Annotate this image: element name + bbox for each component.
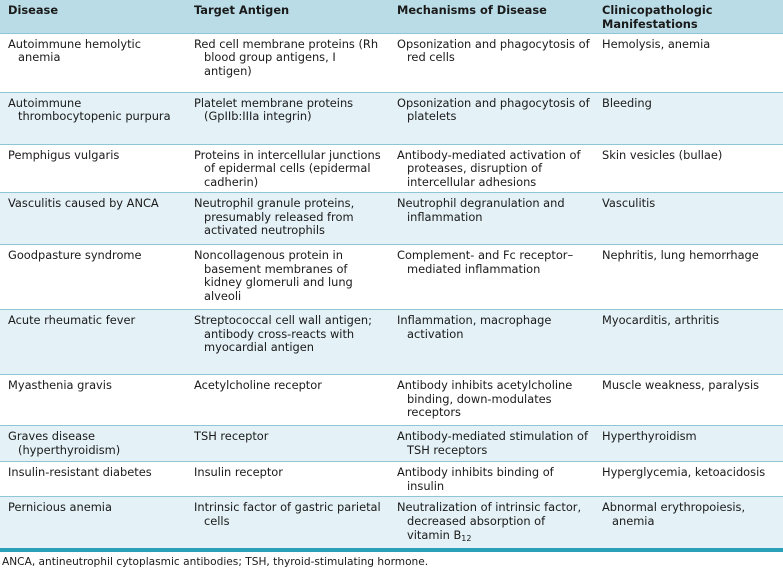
table-row [0, 310, 783, 375]
cell-manifestation [594, 310, 783, 375]
cell-manifestation [594, 144, 783, 193]
cell-text: Insulin-resistant diabetes [8, 465, 152, 480]
cell-manifestation [594, 33, 783, 92]
cell-text: Abnormal erythropoiesis, anemia [602, 500, 746, 529]
cell-text: Myasthenia gravis [8, 378, 112, 393]
cell-disease [0, 33, 186, 92]
cell-disease [0, 144, 186, 193]
header-manifestations: Clinicopathologic Manifestations [594, 0, 783, 33]
cell-mechanism [389, 245, 594, 310]
cell-antigen [186, 497, 389, 548]
table-row [0, 92, 783, 144]
cell-disease [0, 193, 186, 245]
cell-mechanism [389, 375, 594, 426]
cell-text: Skin vesicles (bullae) [602, 147, 723, 162]
cell-text: Intrinsic factor of gastric parietal cells [194, 500, 381, 529]
cell-mechanism [389, 193, 594, 245]
table-row [0, 144, 783, 193]
cell-antigen [186, 310, 389, 375]
cell-antigen [186, 33, 389, 92]
table-row [0, 33, 783, 92]
cell-antigen [186, 462, 389, 497]
table-row [0, 193, 783, 245]
cell-text: Neutrophil granule proteins, presumably released from activated neutrophils [194, 196, 355, 238]
cell-disease [0, 497, 186, 548]
cell-mechanism [389, 310, 594, 375]
cell-mechanism [389, 426, 594, 462]
table-row [0, 497, 783, 548]
cell-text: Goodpasture syndrome [8, 248, 142, 263]
cell-antigen [186, 92, 389, 144]
cell-antigen [186, 144, 389, 193]
cell-mechanism [389, 33, 594, 92]
cell-text: Antibody-mediated activation of proteases, disruption of intercellular adhesions [397, 147, 581, 189]
table-footnote: ANCA, antineutrophil cytoplasmic antibodies; TSH, thyroid-stimulating hormone. [2, 556, 429, 568]
cell-text: Opsonization and phagocytosis of platelets [397, 95, 590, 124]
cell-text: Bleeding [602, 95, 652, 110]
cell-text: Autoimmune thrombocytopenic purpura [8, 95, 171, 124]
vitamin-subscript: 12 [461, 533, 472, 543]
table-row [0, 375, 783, 426]
table-body [0, 33, 783, 548]
cell-mechanism [389, 497, 594, 548]
cell-text: Neutrophil degranulation and inflammation [397, 196, 565, 224]
cell-text: Pemphigus vulgaris [8, 147, 120, 162]
header-disease: Disease [0, 0, 186, 33]
cell-text: Noncollagenous protein in basement membranes of kidney glomeruli and lung alveoli [194, 248, 353, 304]
cell-text: Insulin receptor [194, 465, 283, 480]
cell-text: Nephritis, lung hemorrhage [602, 248, 759, 263]
cell-disease [0, 462, 186, 497]
table-row [0, 245, 783, 310]
cell-text: Acetylcholine receptor [194, 378, 322, 393]
cell-text: Antibody-mediated stimulation of TSH receptors [397, 429, 588, 457]
header-mechanisms: Mechanisms of Disease [389, 0, 594, 33]
cell-disease [0, 92, 186, 144]
cell-mechanism [389, 144, 594, 193]
cell-text: Inflammation, macrophage activation [397, 313, 552, 341]
cell-text: Proteins in intercellular junctions of epidermal cells (epidermal cadherin) [194, 147, 381, 189]
cell-text: Antibody inhibits acetylcholine binding, down-modulates receptors [397, 378, 573, 420]
cell-mechanism [389, 92, 594, 144]
cell-text: Complement- and Fc receptor–mediated inflammation [397, 248, 574, 276]
mechanism-text: Neutralization of intrinsic factor, decreased absorption of vitamin B [397, 500, 582, 542]
cell-text: Acute rheumatic fever [8, 313, 136, 328]
cell-disease [0, 375, 186, 426]
cell-manifestation [594, 426, 783, 462]
cell-manifestation [594, 245, 783, 310]
cell-text: Vasculitis [602, 196, 656, 211]
cell-manifestation [594, 92, 783, 144]
cell-antigen [186, 245, 389, 310]
table-header [0, 0, 783, 33]
cell-text: Hyperthyroidism [602, 429, 697, 444]
cell-manifestation [594, 497, 783, 548]
cell-manifestation [594, 375, 783, 426]
cell-text: Vasculitis caused by ANCA [8, 196, 159, 211]
cell-text: Hyperglycemia, ketoacidosis [602, 465, 766, 480]
cell-text: Antibody inhibits binding of insulin [397, 465, 554, 493]
cell-text: Pernicious anemia [8, 500, 112, 515]
cell-mechanism [389, 462, 594, 497]
cell-text: Opsonization and phagocytosis of red cells [397, 36, 590, 65]
cell-antigen [186, 375, 389, 426]
cell-antigen [186, 193, 389, 245]
cell-manifestation [594, 462, 783, 497]
cell-text: Myocarditis, arthritis [602, 313, 720, 328]
cell-text: Hemolysis, anemia [602, 36, 711, 51]
cell-text: Red cell membrane proteins (Rh blood group antigens, I antigen) [194, 36, 379, 78]
cell-manifestation [594, 193, 783, 245]
header-target-antigen: Target Antigen [186, 0, 389, 33]
cell-disease [0, 245, 186, 310]
cell-text: TSH receptor [194, 429, 269, 444]
cell-disease [0, 310, 186, 375]
cell-antigen [186, 426, 389, 462]
cell-text: Streptococcal cell wall antigen; antibody cross-reacts with myocardial antigen [194, 313, 372, 355]
table-row [0, 462, 783, 497]
table-row [0, 426, 783, 462]
cell-disease [0, 426, 186, 462]
cell-text [397, 501, 590, 545]
cell-text: Graves disease (hyperthyroidism) [8, 429, 121, 457]
cell-text: Autoimmune hemolytic anemia [8, 36, 141, 65]
cell-text: Platelet membrane proteins (GpIIb:IIIa integrin) [194, 95, 354, 124]
cell-text: Muscle weakness, paralysis [602, 378, 760, 393]
